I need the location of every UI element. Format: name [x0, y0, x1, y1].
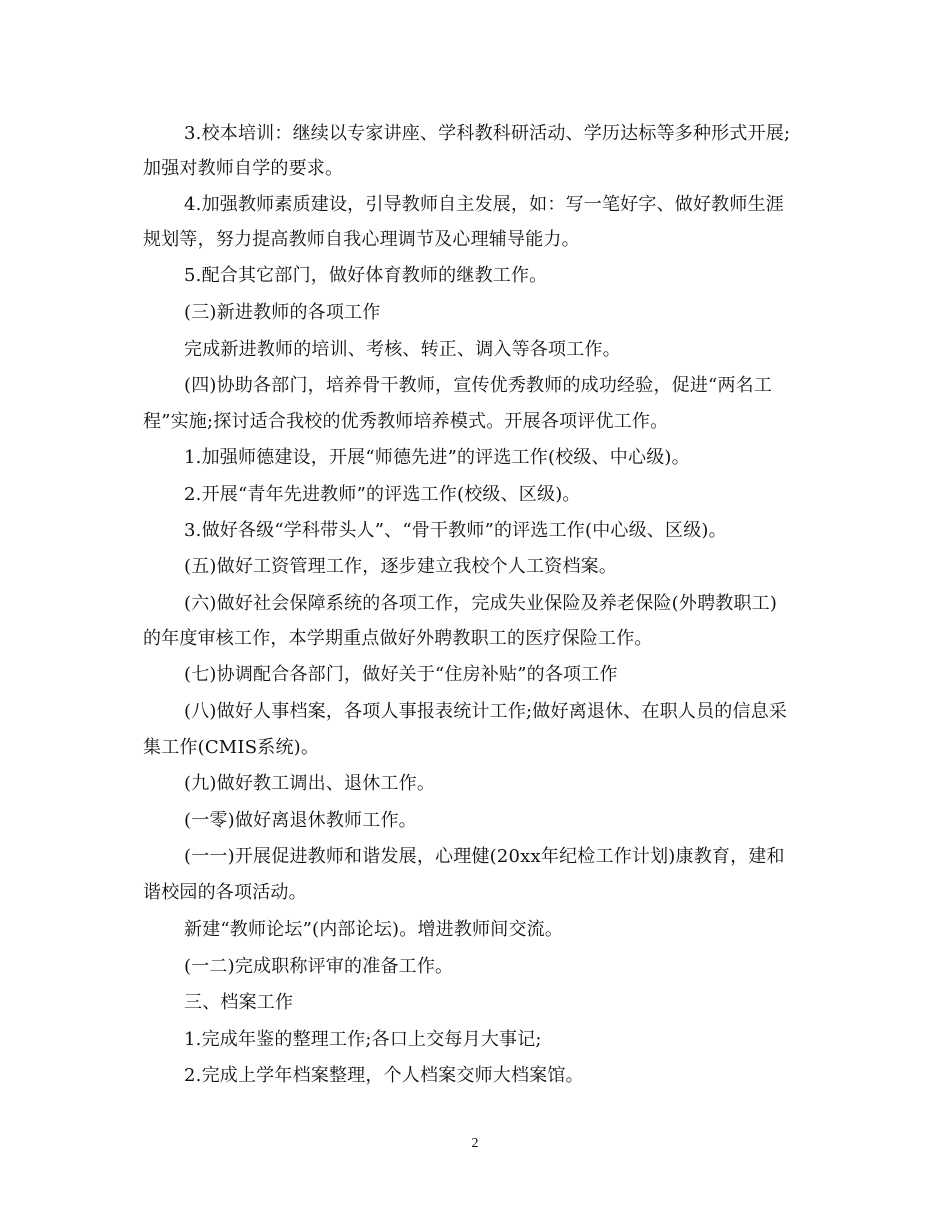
section-heading: (四)协助各部门，培养骨干教师，宣传优秀教师的成功经验，促进“两名工 — [184, 375, 773, 396]
section-heading: (九)做好教工调出、退休工作。 — [184, 773, 436, 794]
paragraph-line: 完成新进教师的培训、考核、转正、调入等各项工作。 — [184, 339, 621, 360]
paragraph-line: 2.完成上学年档案整理，个人档案交师大档案馆。 — [184, 1065, 584, 1086]
paragraph-line: 1.完成年鉴的整理工作;各口上交每月大事记; — [184, 1029, 542, 1050]
paragraph-line: 3.校本培训：继续以专家讲座、学科教科研活动、学历达标等多种形式开展; — [184, 123, 791, 144]
paragraph-line: 5.配合其它部门，做好体育教师的继教工作。 — [184, 265, 548, 286]
paragraph-line: 2.开展“青年先进教师”的评选工作(校级、区级)。 — [184, 484, 581, 505]
paragraph-line: 新建“教师论坛”(内部论坛)。增进教师间交流。 — [184, 919, 564, 940]
paragraph-line: 4.加强教师素质建设，引导教师自主发展，如：写一笔好字、做好教师生涯 — [184, 194, 784, 215]
section-heading: 三、档案工作 — [184, 992, 294, 1013]
paragraph-line: 加强对教师自学的要求。 — [143, 158, 344, 179]
section-heading: (三)新进教师的各项工作 — [184, 302, 381, 323]
section-heading: (五)做好工资管理工作，逐步建立我校个人工资档案。 — [184, 556, 618, 577]
section-heading: (八)做好人事档案，各项人事报表统计工作;做好离退休、在职人员的信息采 — [184, 701, 788, 722]
paragraph-line: 3.做好各级“学科带头人”、“骨干教师”的评选工作(中心级、区级)。 — [184, 520, 727, 541]
page-number: 2 — [471, 1136, 479, 1151]
paragraph-line: 谐校园的各项活动。 — [143, 882, 307, 903]
paragraph-line: 规划等，努力提高教师自我心理调节及心理辅导能力。 — [143, 229, 580, 250]
section-heading: (一零)做好离退休教师工作。 — [184, 810, 417, 831]
paragraph-line: 程”实施;探讨适合我校的优秀教师培养模式。开展各项评优工作。 — [143, 411, 669, 432]
section-heading: (一一)开展促进教师和谐发展，心理健(20xx年纪检工作计划)康教育，建和 — [184, 846, 785, 867]
paragraph-line: 集工作(CMIS系统)。 — [143, 737, 320, 758]
section-heading: (一二)完成职称评审的准备工作。 — [184, 956, 454, 977]
section-heading: (六)做好社会保障系统的各项工作，完成失业保险及养老保险(外聘教职工) — [184, 593, 778, 614]
paragraph-line: 1.加强师德建设，开展“师德先进”的评选工作(校级、中心级)。 — [184, 447, 690, 468]
section-heading: (七)协调配合各部门，做好关于“住房补贴”的各项工作 — [184, 664, 618, 685]
paragraph-line: 的年度审核工作，本学期重点做好外聘教职工的医疗保险工作。 — [143, 628, 653, 649]
